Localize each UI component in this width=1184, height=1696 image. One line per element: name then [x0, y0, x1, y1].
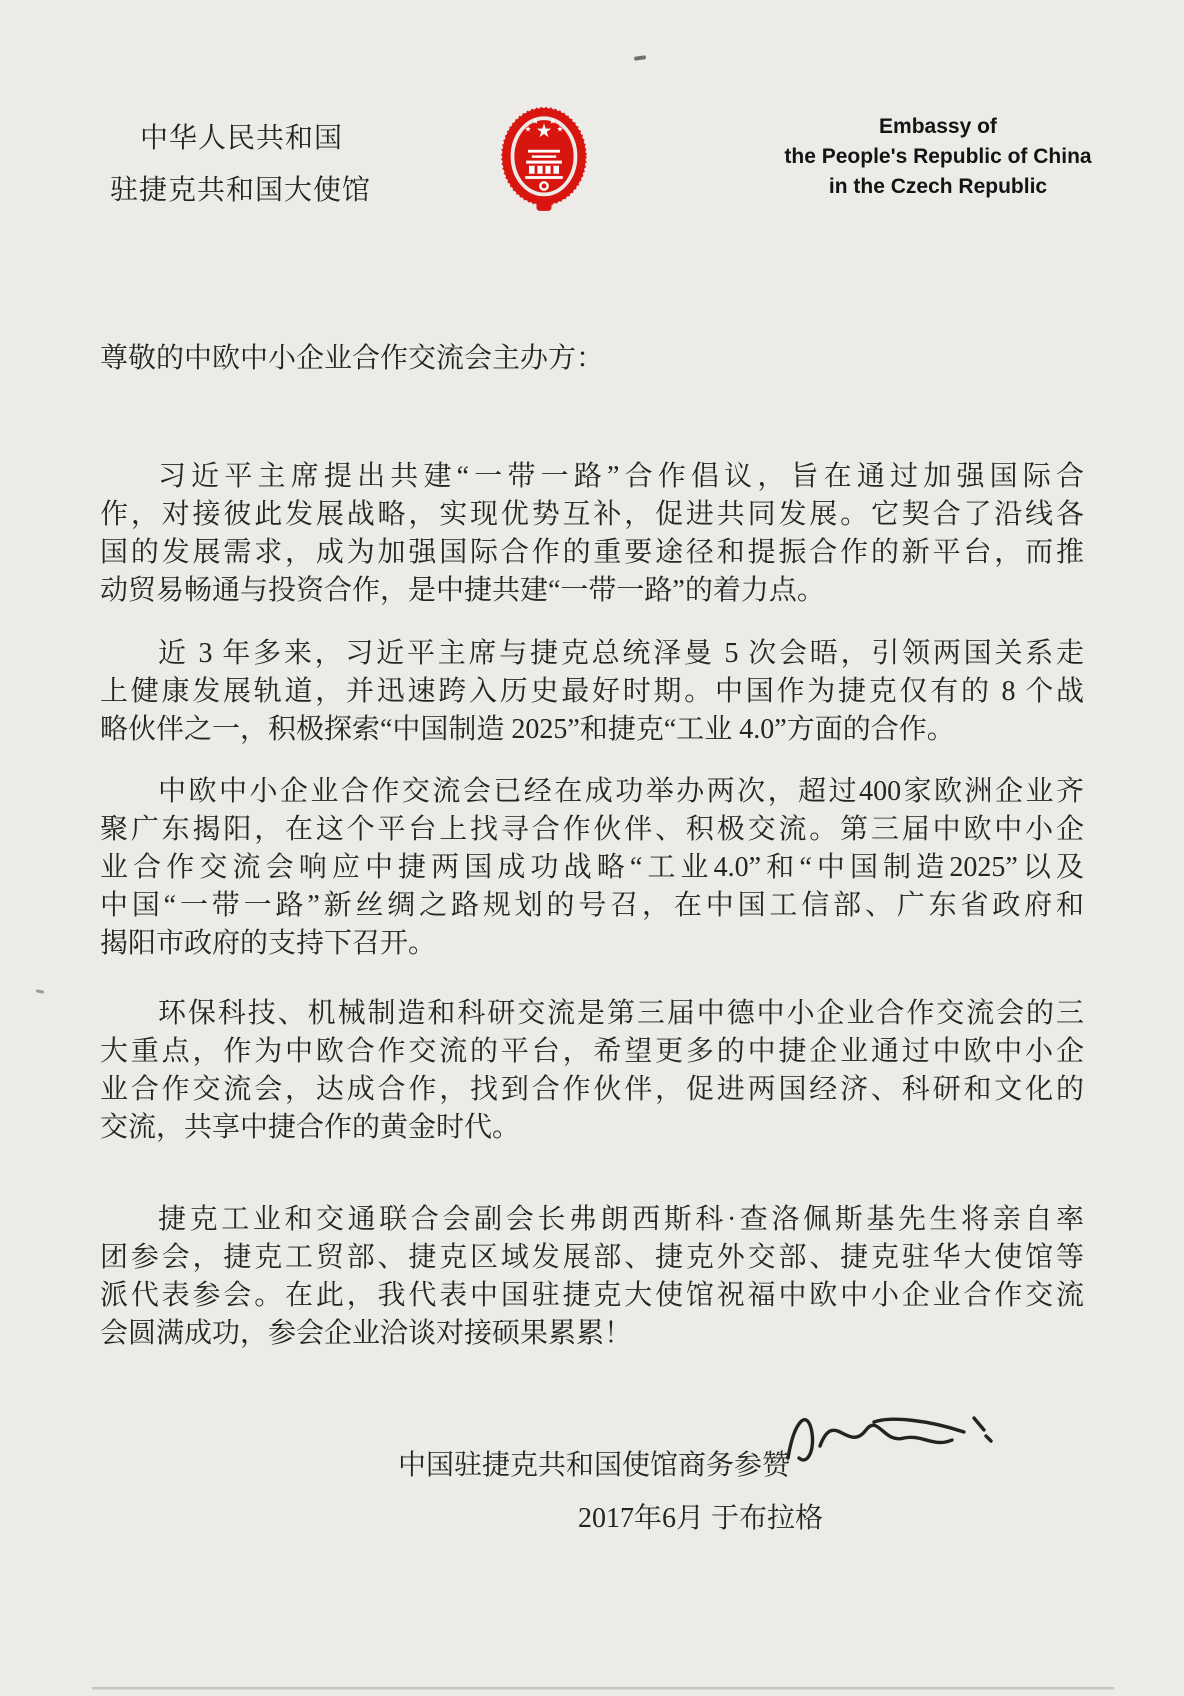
embassy-name-english [770, 112, 1106, 202]
text-line: 团参会，捷克工贸部、捷克区域发展部、捷克外交部、捷克驻华大使馆等 [100, 1242, 1084, 1273]
handwritten-signature-icon [778, 1392, 998, 1488]
letter-paragraphs [100, 458, 1084, 1353]
embassy-name-cn-line2: 驻捷克共和国大使馆 [110, 174, 372, 205]
text-line: 大重点，作为中欧合作交流的平台，希望更多的中捷企业通过中欧中小企 [100, 1036, 1084, 1067]
paragraph [100, 635, 1084, 749]
paragraph [100, 995, 1084, 1147]
scan-bottom-edge [92, 1687, 1114, 1689]
paragraph [100, 458, 1084, 610]
text-line: 派代表参会。在此，我代表中国驻捷克大使馆祝福中欧中小企业合作交流 [100, 1280, 1084, 1311]
text-line: 捷克工业和交通联合会副会长弗朗西斯科·查洛佩斯基先生将亲自率 [158, 1204, 1084, 1235]
text-line: 国的发展需求，成为加强国际合作的重要途径和提振合作的新平台，而推 [100, 537, 1084, 568]
text-line: 上健康发展轨道，并迅速跨入历史最好时期。中国作为捷克仅有的 8 个战 [100, 676, 1084, 707]
text-line: 业合作交流会响应中捷两国成功战略“工业4.0”和“中国制造2025”以及 [100, 852, 1084, 883]
salutation: 尊敬的中欧中小企业合作交流会主办方： [100, 343, 605, 374]
text-line: 会圆满成功，参会企业洽谈对接硕果累累！ [100, 1318, 633, 1349]
embassy-name-chinese [110, 112, 371, 216]
signature-date-place: 2017年6月 于布拉格 [578, 1503, 824, 1534]
text-line: 略伙伴之一，积极探索“中国制造 2025”和捷克“工业 4.0”方面的合作。 [100, 714, 955, 745]
text-line: 动贸易畅通与投资合作，是中捷共建“一带一路”的着力点。 [100, 575, 825, 606]
embassy-name-en-line3: in the Czech Republic [828, 175, 1048, 198]
scan-speck-top [634, 55, 646, 61]
text-line: 习近平主席提出共建“一带一路”合作倡议，旨在通过加强国际合 [158, 461, 1084, 492]
scan-speck-left [36, 989, 44, 994]
text-line: 中国“一带一路”新丝绸之路规划的号召，在中国工信部、广东省政府和 [100, 890, 1084, 921]
letter-body [100, 340, 1084, 1353]
text-line: 聚广东揭阳，在这个平台上找寻合作伙伴、积极交流。第三届中欧中小企 [100, 814, 1084, 845]
text-line: 中欧中小企业合作交流会已经在成功举办两次，超过400家欧洲企业齐 [158, 776, 1084, 807]
signer-title: 中国驻捷克共和国使馆商务参赞 [398, 1450, 791, 1481]
text-line: 揭阳市政府的支持下召开。 [100, 928, 437, 959]
china-national-emblem-icon [497, 106, 591, 218]
text-line: 业合作交流会，达成合作，找到合作伙伴，促进两国经济、科研和文化的 [100, 1074, 1084, 1105]
text-line: 近 3 年多来，习近平主席与捷克总统泽曼 5 次会晤，引领两国关系走 [158, 638, 1084, 669]
text-line: 交流，共享中捷合作的黄金时代。 [100, 1112, 521, 1143]
text-line: 作，对接彼此发展战略，实现优势互补，促进共同发展。它契合了沿线各 [100, 499, 1084, 530]
text-line: 环保科技、机械制造和科研交流是第三届中德中小企业合作交流会的三 [158, 998, 1084, 1029]
embassy-name-en-line1: Embassy of [879, 115, 997, 138]
paragraph [100, 773, 1084, 963]
paragraph [100, 1201, 1084, 1353]
embassy-name-cn-line1: 中华人民共和国 [140, 122, 344, 153]
embassy-name-en-line2: the People's Republic of China [784, 145, 1092, 168]
